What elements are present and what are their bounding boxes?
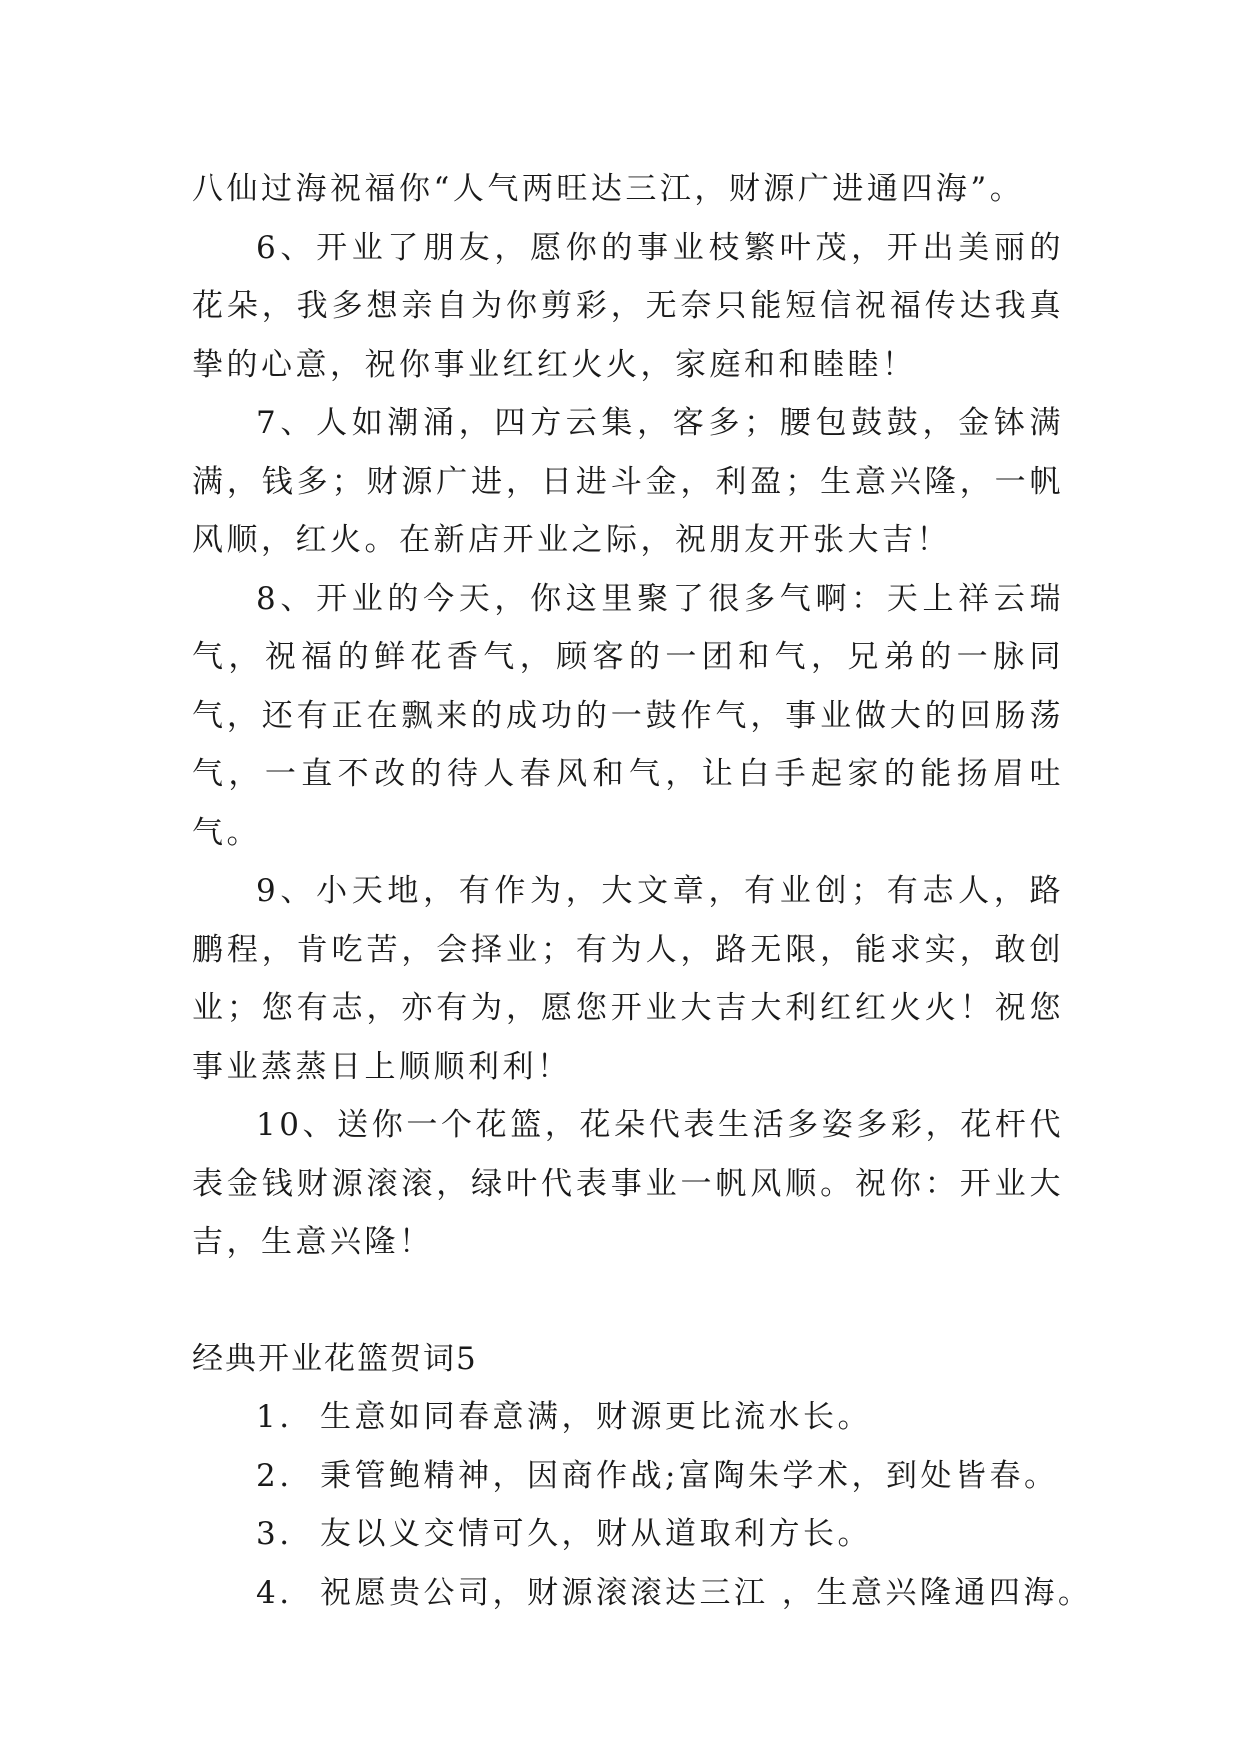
paragraph-continuation: 八仙过海祝福你“人气两旺达三江，财源广进通四海”。 [192,171,1025,207]
list-item [192,1388,1064,1447]
list-item-number: 1. [256,1399,293,1435]
list-item [192,1564,1093,1623]
paragraph-item-8: 8、开业的今天，你这里聚了很多气啊：天上祥云瑞气，祝福的鲜花香气，顾客的一团和气，兄弟的一脉同气，还有正在飘来的成功的一鼓作气，事业做大的回肠荡气，一直不改的待人春风和气，让白手起家的能扬眉吐气。 [192,580,1064,851]
paragraph-item-7: 7、人如潮涌，四方云集，客多；腰包鼓鼓，金钵满满，钱多；财源广进，日进斗金，利盈；生意兴隆，一帆风顺，红火。在新店开业之际，祝朋友开张大吉！ [192,405,1064,558]
greeting-list [192,1388,1093,1622]
list-item-text: 秉管鲍精神，因商作战;富陶朱学术，到处皆春。 [320,1457,1059,1494]
document-page [192,160,1093,1622]
paragraph-item-6: 6、开业了朋友，愿你的事业枝繁叶茂，开出美丽的花朵，我多想亲自为你剪彩，无奈只能短信祝福传达我真挚的心意，祝你事业红红火火，家庭和和睦睦！ [192,229,1064,383]
list-item-number: 3. [256,1516,293,1552]
list-item-number: 4. [256,1574,293,1611]
list-item [192,1447,1064,1506]
list-item [192,1505,1064,1564]
list-item-number: 2. [256,1457,293,1494]
list-item-text: 生意如同春意满，财源更比流水长。 [320,1399,872,1435]
paragraph-item-9: 9、小天地，有作为，大文章，有业创；有志人，路鹏程，肯吃苦，会择业；有为人，路无限，能求实，敢创业；您有志，亦有为，愿您开业大吉大利红红火火！祝您事业蒸蒸日上顺顺利利！ [192,873,1064,1085]
list-item-text: 祝愿贵公司，财源滚滚达三江 ，生意兴隆通四海。 [320,1574,1093,1611]
list-item-text: 友以义交情可久，财从道取利方长。 [320,1516,872,1552]
section-title: 经典开业花篮贺词5 [192,1340,478,1377]
paragraph-item-10: 10、送你一个花篮，花朵代表生活多姿多彩，花杆代表金钱财源滚滚，绿叶代表事业一帆风顺。祝你：开业大吉，生意兴隆！ [192,1107,1064,1260]
